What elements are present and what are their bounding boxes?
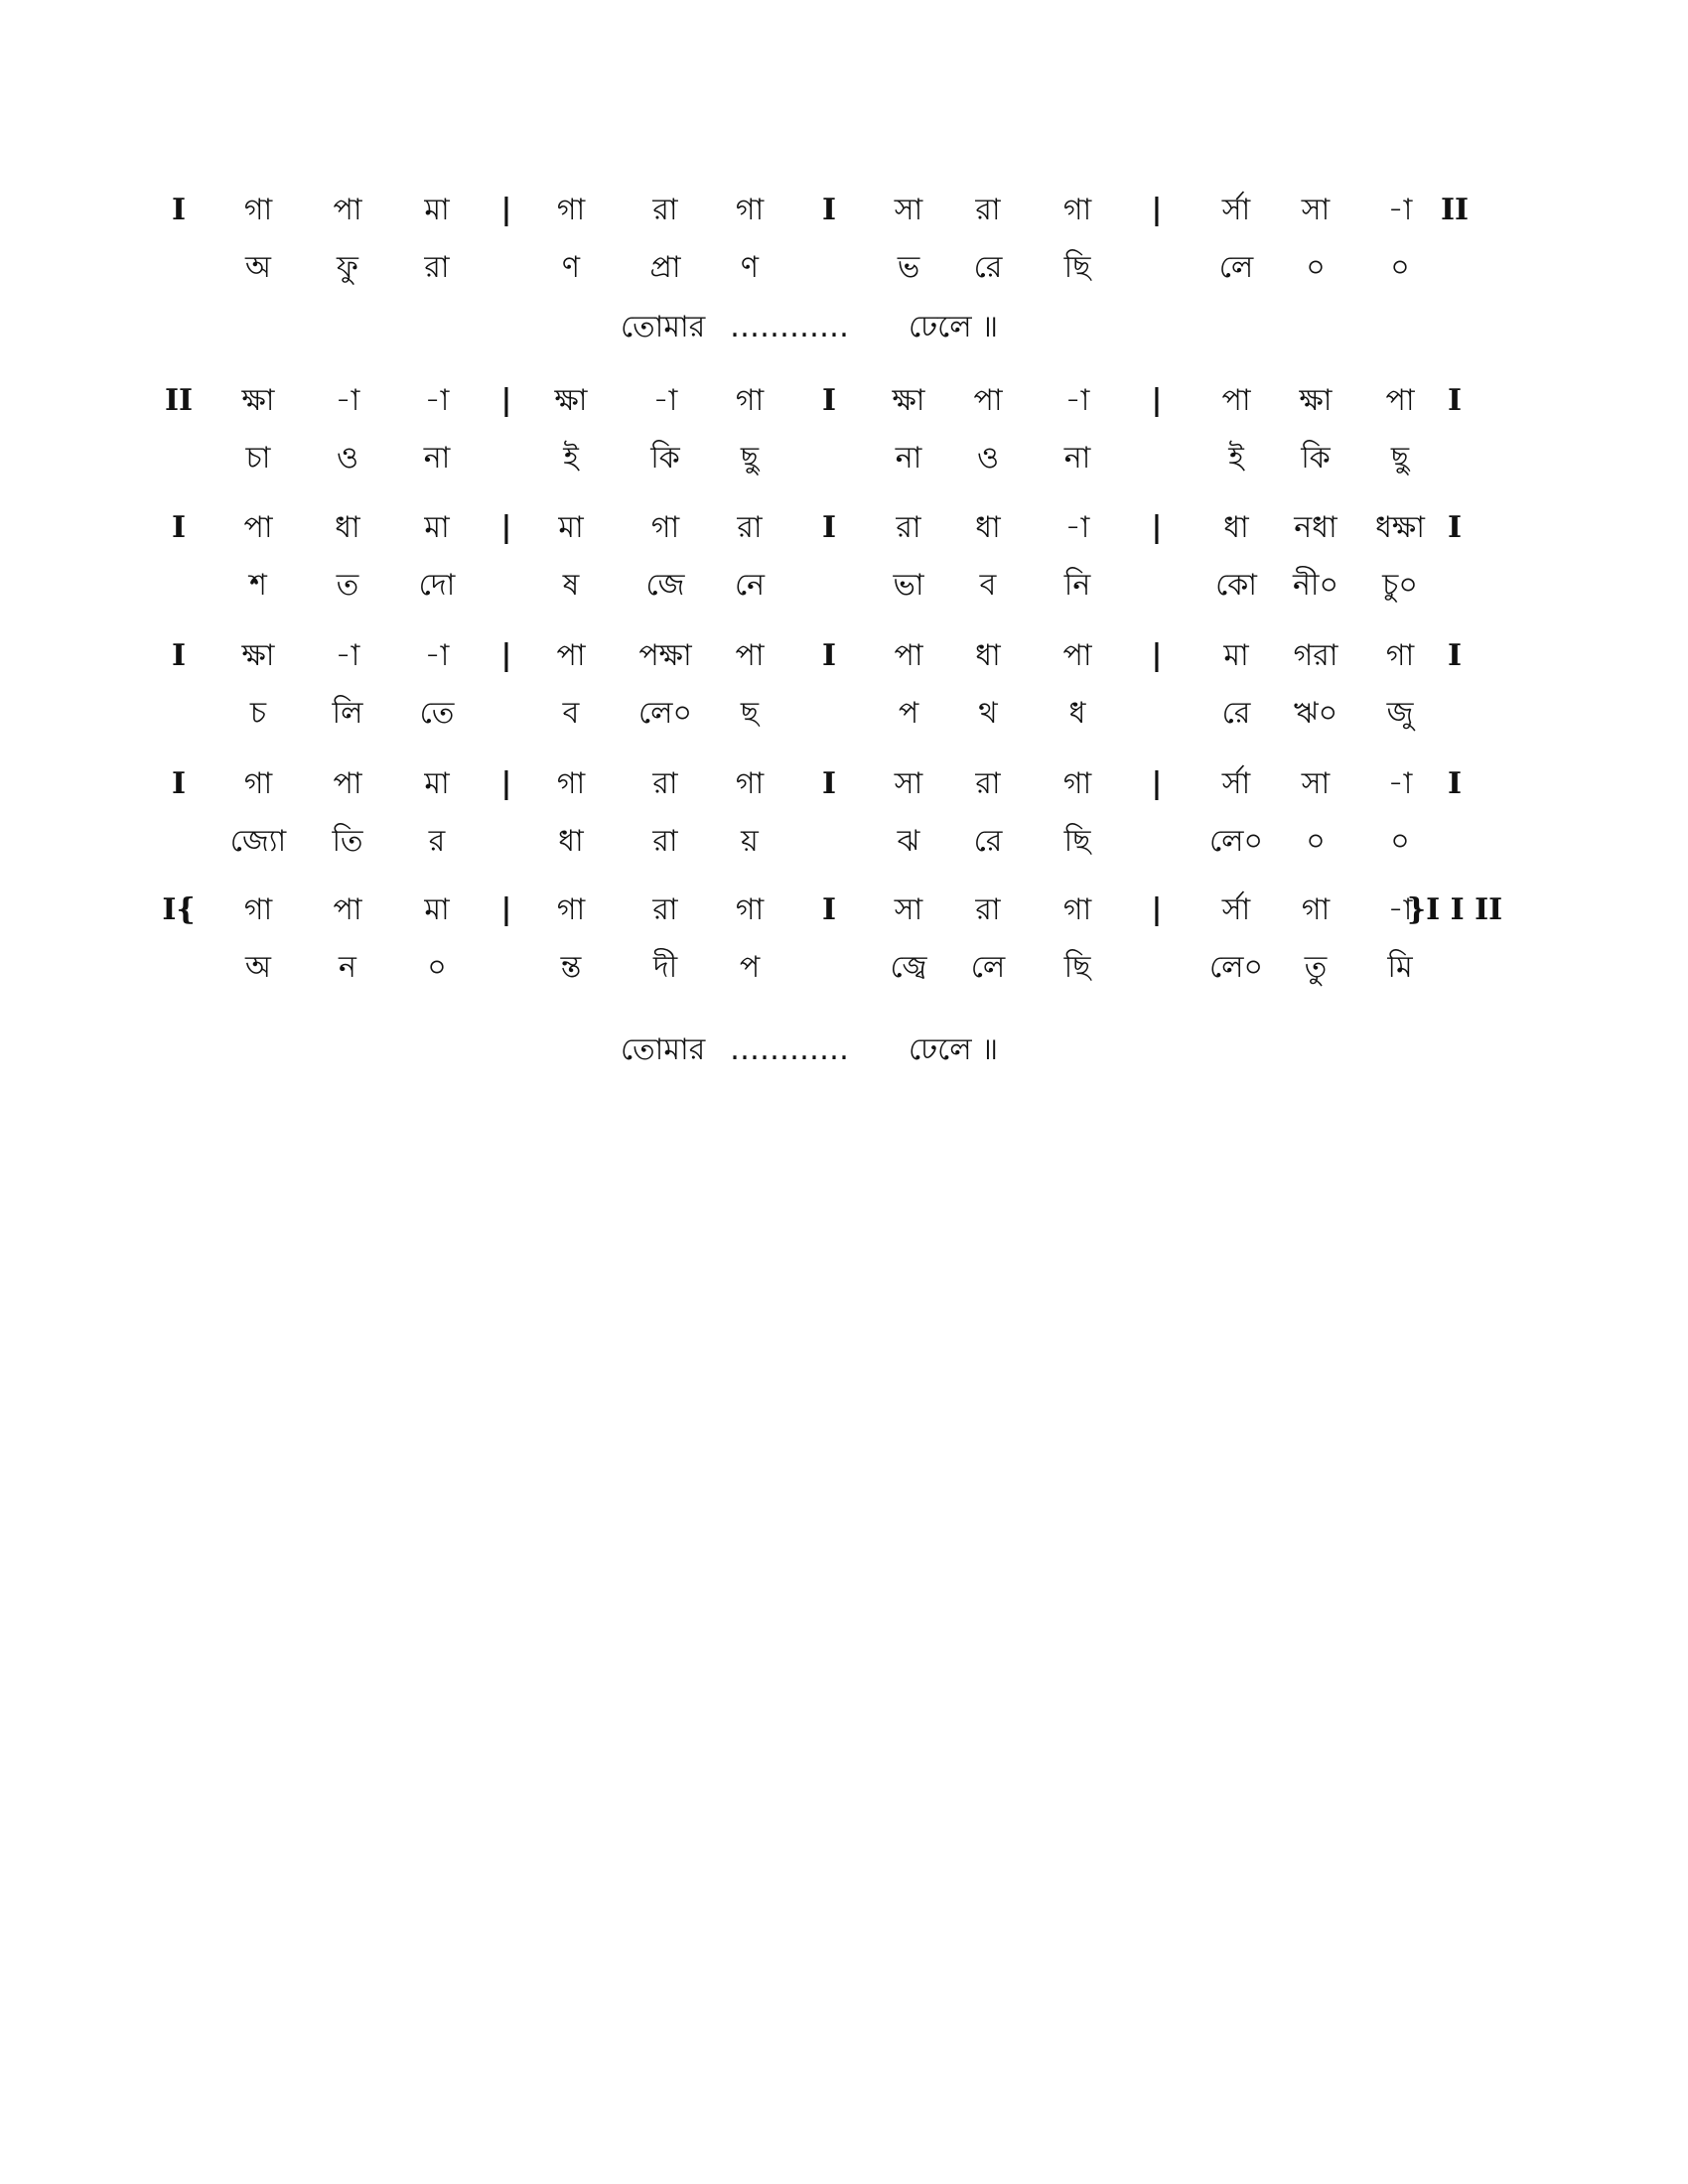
lyric-syllable: ভ: [897, 250, 920, 285]
bar-line: |: [500, 510, 512, 545]
lyric-row: [0, 817, 1688, 867]
swara-note: গা: [556, 193, 586, 227]
refrain-dots: …………: [730, 310, 849, 344]
bar-line: I: [171, 766, 187, 801]
swara-note: পা: [894, 638, 923, 673]
lyric-syllable: জ্বে: [890, 950, 927, 985]
swara-note: পা: [333, 193, 362, 227]
lyric-syllable: নে: [734, 568, 766, 603]
swara-note: পা: [735, 638, 765, 673]
notation-row: [0, 759, 1688, 809]
refrain-start: তোমার: [621, 310, 706, 344]
lyric-syllable: রা: [424, 250, 450, 285]
bar-line: |: [500, 766, 512, 801]
swara-note: রা: [975, 892, 1001, 927]
bar-line: I: [821, 766, 837, 801]
lyric-syllable: জু: [1386, 696, 1414, 731]
notation-row: [0, 376, 1688, 426]
swara-note: মা: [424, 766, 450, 801]
lyric-syllable: রা: [652, 824, 678, 859]
lyric-syllable: না: [1063, 441, 1091, 476]
lyric-syllable: ভা: [893, 568, 924, 603]
swara-note: গা: [1301, 892, 1331, 927]
swara-note: রা: [737, 510, 763, 545]
swara-note: ধা: [975, 510, 1001, 545]
swara-note: -া: [1387, 892, 1413, 927]
bar-line: |: [1151, 638, 1163, 673]
refrain-end: ঢেলে ॥: [909, 1032, 999, 1067]
lyric-syllable: জে: [645, 568, 685, 603]
lyric-syllable: লে: [970, 950, 1006, 985]
lyric-syllable: ত: [336, 568, 359, 603]
notation-row: [0, 503, 1688, 553]
swara-note: ক্ষা: [554, 383, 588, 418]
lyric-syllable: চু০: [1382, 568, 1418, 603]
bar-line: |: [1151, 383, 1163, 418]
bar-line: I{: [162, 892, 196, 927]
lyric-syllable: অ: [245, 950, 271, 985]
bar-line: |: [500, 892, 512, 927]
swara-note: -া: [335, 638, 360, 673]
notation-row: [0, 886, 1688, 935]
bar-line: I: [171, 638, 187, 673]
lyric-syllable: থ: [978, 696, 998, 731]
bar-line: I: [821, 892, 837, 927]
lyric-syllable: ছু: [740, 441, 760, 476]
swara-note: গা: [735, 193, 765, 227]
lyric-syllable: দো: [418, 568, 456, 603]
bar-line: |: [500, 383, 512, 418]
swara-note: সা: [1301, 766, 1331, 801]
lyric-syllable: চ: [249, 696, 267, 731]
lyric-syllable: জ্যো: [229, 824, 287, 859]
lyric-row: [0, 689, 1688, 739]
swara-note: পা: [333, 892, 362, 927]
lyric-syllable: ব: [979, 568, 997, 603]
swara-note: -া: [424, 638, 450, 673]
notation-row: [0, 631, 1688, 681]
lyric-syllable: লি: [332, 696, 363, 731]
bar-line: I: [821, 638, 837, 673]
refrain-end: ঢেলে ॥: [909, 310, 999, 344]
swara-note: র্সা: [1221, 193, 1251, 227]
refrain-dots: …………: [730, 1032, 849, 1067]
bar-line: |: [500, 638, 512, 673]
lyric-syllable: মি: [1387, 950, 1413, 985]
lyric-syllable: ০: [1390, 250, 1410, 285]
lyric-syllable: নি: [1063, 568, 1091, 603]
lyric-syllable: ই: [563, 441, 579, 476]
swara-note: গা: [243, 766, 273, 801]
lyric-syllable: ও: [976, 441, 1000, 476]
lyric-syllable: তু: [1304, 950, 1328, 985]
lyric-row: [0, 943, 1688, 993]
lyric-syllable: ছ: [740, 696, 760, 731]
bar-line: |: [1151, 892, 1163, 927]
lyric-syllable: প: [739, 950, 761, 985]
swara-note: সা: [894, 766, 923, 801]
lyric-syllable: নী০: [1293, 568, 1338, 603]
swara-note: গা: [243, 193, 273, 227]
lyric-syllable: ঝ: [897, 824, 920, 859]
lyric-syllable: কি: [650, 441, 680, 476]
swara-note: গা: [556, 892, 586, 927]
swara-note: সা: [1301, 193, 1331, 227]
bar-line: |: [500, 193, 512, 227]
swara-note: র্সা: [1221, 766, 1251, 801]
swara-note: গা: [243, 892, 273, 927]
swara-note: গা: [735, 383, 765, 418]
refrain-line: [0, 303, 1688, 352]
bar-line: I: [1447, 510, 1463, 545]
bar-line: II: [164, 383, 194, 418]
bar-line: |: [1151, 766, 1163, 801]
lyric-syllable: তে: [419, 696, 455, 731]
bar-line: |: [1151, 510, 1163, 545]
lyric-syllable: ষ: [562, 568, 580, 603]
swara-note: মা: [424, 510, 450, 545]
swara-note: র্সা: [1221, 892, 1251, 927]
lyric-syllable: কো: [1215, 568, 1257, 603]
lyric-row: [0, 434, 1688, 483]
swara-note: পা: [1062, 638, 1092, 673]
swara-note: সা: [894, 892, 923, 927]
bar-line: I: [821, 193, 837, 227]
lyric-syllable: ধ: [1068, 696, 1086, 731]
lyric-syllable: ০: [427, 950, 447, 985]
bar-line: |: [1151, 193, 1163, 227]
lyric-syllable: চা: [245, 441, 271, 476]
lyric-syllable: ছি: [1063, 950, 1091, 985]
bar-line: II: [1440, 193, 1470, 227]
lyric-syllable: ছি: [1063, 250, 1091, 285]
swara-note: -া: [1387, 193, 1413, 227]
swara-note: গা: [1062, 193, 1092, 227]
swara-note: -া: [335, 383, 360, 418]
lyric-syllable: ০: [1390, 824, 1410, 859]
lyric-syllable: ও: [336, 441, 359, 476]
swara-note: ধা: [975, 638, 1001, 673]
swara-note: -া: [652, 383, 678, 418]
lyric-syllable: শ: [249, 568, 267, 603]
swara-note: -া: [1064, 383, 1090, 418]
lyric-syllable: ন: [339, 950, 356, 985]
swara-note: মা: [1223, 638, 1249, 673]
swara-note: মা: [558, 510, 584, 545]
swara-note: সা: [894, 193, 923, 227]
lyric-syllable: লে: [1218, 250, 1254, 285]
lyric-syllable: লে০: [637, 696, 693, 731]
swara-note: গা: [1062, 892, 1092, 927]
lyric-syllable: ই: [1228, 441, 1244, 476]
refrain-start: তোমার: [621, 1032, 706, 1067]
lyric-syllable: তি: [332, 824, 363, 859]
swara-note: রা: [975, 193, 1001, 227]
bar-line: I: [1447, 638, 1463, 673]
lyric-syllable: ছু: [1390, 441, 1410, 476]
lyric-syllable: ছি: [1063, 824, 1091, 859]
lyric-syllable: র: [428, 824, 446, 859]
swara-note: গা: [1385, 638, 1415, 673]
swara-note: গা: [650, 510, 680, 545]
swara-note: পা: [556, 638, 586, 673]
swara-note: গা: [735, 766, 765, 801]
lyric-syllable: লে০: [1208, 824, 1264, 859]
lyric-row: [0, 561, 1688, 611]
bar-line: I: [1447, 766, 1463, 801]
lyric-syllable: অ: [245, 250, 271, 285]
lyric-syllable: না: [895, 441, 922, 476]
swara-note: পা: [333, 766, 362, 801]
swara-note: রা: [975, 766, 1001, 801]
swara-note: ক্ষা: [241, 638, 275, 673]
swara-note: গা: [1062, 766, 1092, 801]
swara-note: রা: [652, 766, 678, 801]
lyric-syllable: না: [423, 441, 451, 476]
swara-note: ধা: [335, 510, 360, 545]
lyric-syllable: রে: [973, 250, 1003, 285]
lyric-syllable: ০: [1306, 824, 1326, 859]
lyric-syllable: রে: [1221, 696, 1251, 731]
lyric-syllable: দী: [652, 950, 678, 985]
lyric-syllable: ব: [562, 696, 580, 731]
bar-line: I: [1447, 383, 1463, 418]
bar-line: I: [171, 510, 187, 545]
notation-row: [0, 186, 1688, 235]
swara-note: গরা: [1293, 638, 1338, 673]
swara-note: গা: [556, 766, 586, 801]
lyric-syllable: প্রা: [649, 250, 681, 285]
swara-note: নধা: [1294, 510, 1337, 545]
lyric-syllable: ফু: [337, 250, 358, 285]
swara-note: -া: [424, 383, 450, 418]
lyric-syllable: প: [898, 696, 919, 731]
lyric-syllable: য়: [741, 824, 759, 859]
bar-line: I: [821, 510, 837, 545]
lyric-syllable: ণ: [740, 250, 760, 285]
lyric-syllable: লে০: [1208, 950, 1264, 985]
bar-line: I: [821, 383, 837, 418]
lyric-syllable: রে: [973, 824, 1003, 859]
swara-note: ক্ষা: [892, 383, 925, 418]
swara-note: ক্ষা: [241, 383, 275, 418]
swara-note: মা: [424, 193, 450, 227]
swara-note: পা: [1385, 383, 1415, 418]
swara-note: রা: [652, 193, 678, 227]
swara-note: মা: [424, 892, 450, 927]
lyric-syllable: ০: [1306, 250, 1326, 285]
lyric-syllable: ণ: [561, 250, 581, 285]
swara-note: -া: [1064, 510, 1090, 545]
swara-note: ধক্ষা: [1375, 510, 1425, 545]
swara-note: পা: [1221, 383, 1251, 418]
bar-line: }I I II: [1406, 892, 1503, 927]
lyric-syllable: ঋ০: [1293, 696, 1338, 731]
swara-note: গা: [735, 892, 765, 927]
lyric-row: [0, 243, 1688, 293]
swara-note: পক্ষা: [638, 638, 692, 673]
swara-note: রা: [896, 510, 921, 545]
swara-note: পা: [973, 383, 1003, 418]
refrain-line: [0, 1025, 1688, 1075]
bar-line: I: [171, 193, 187, 227]
lyric-syllable: ন্ত: [560, 950, 582, 985]
swara-note: -া: [1387, 766, 1413, 801]
lyric-syllable: কি: [1301, 441, 1331, 476]
swara-note: রা: [652, 892, 678, 927]
swara-note: ধা: [1223, 510, 1249, 545]
lyric-syllable: ধা: [558, 824, 584, 859]
swara-note: ক্ষা: [1299, 383, 1333, 418]
swara-note: পা: [243, 510, 273, 545]
